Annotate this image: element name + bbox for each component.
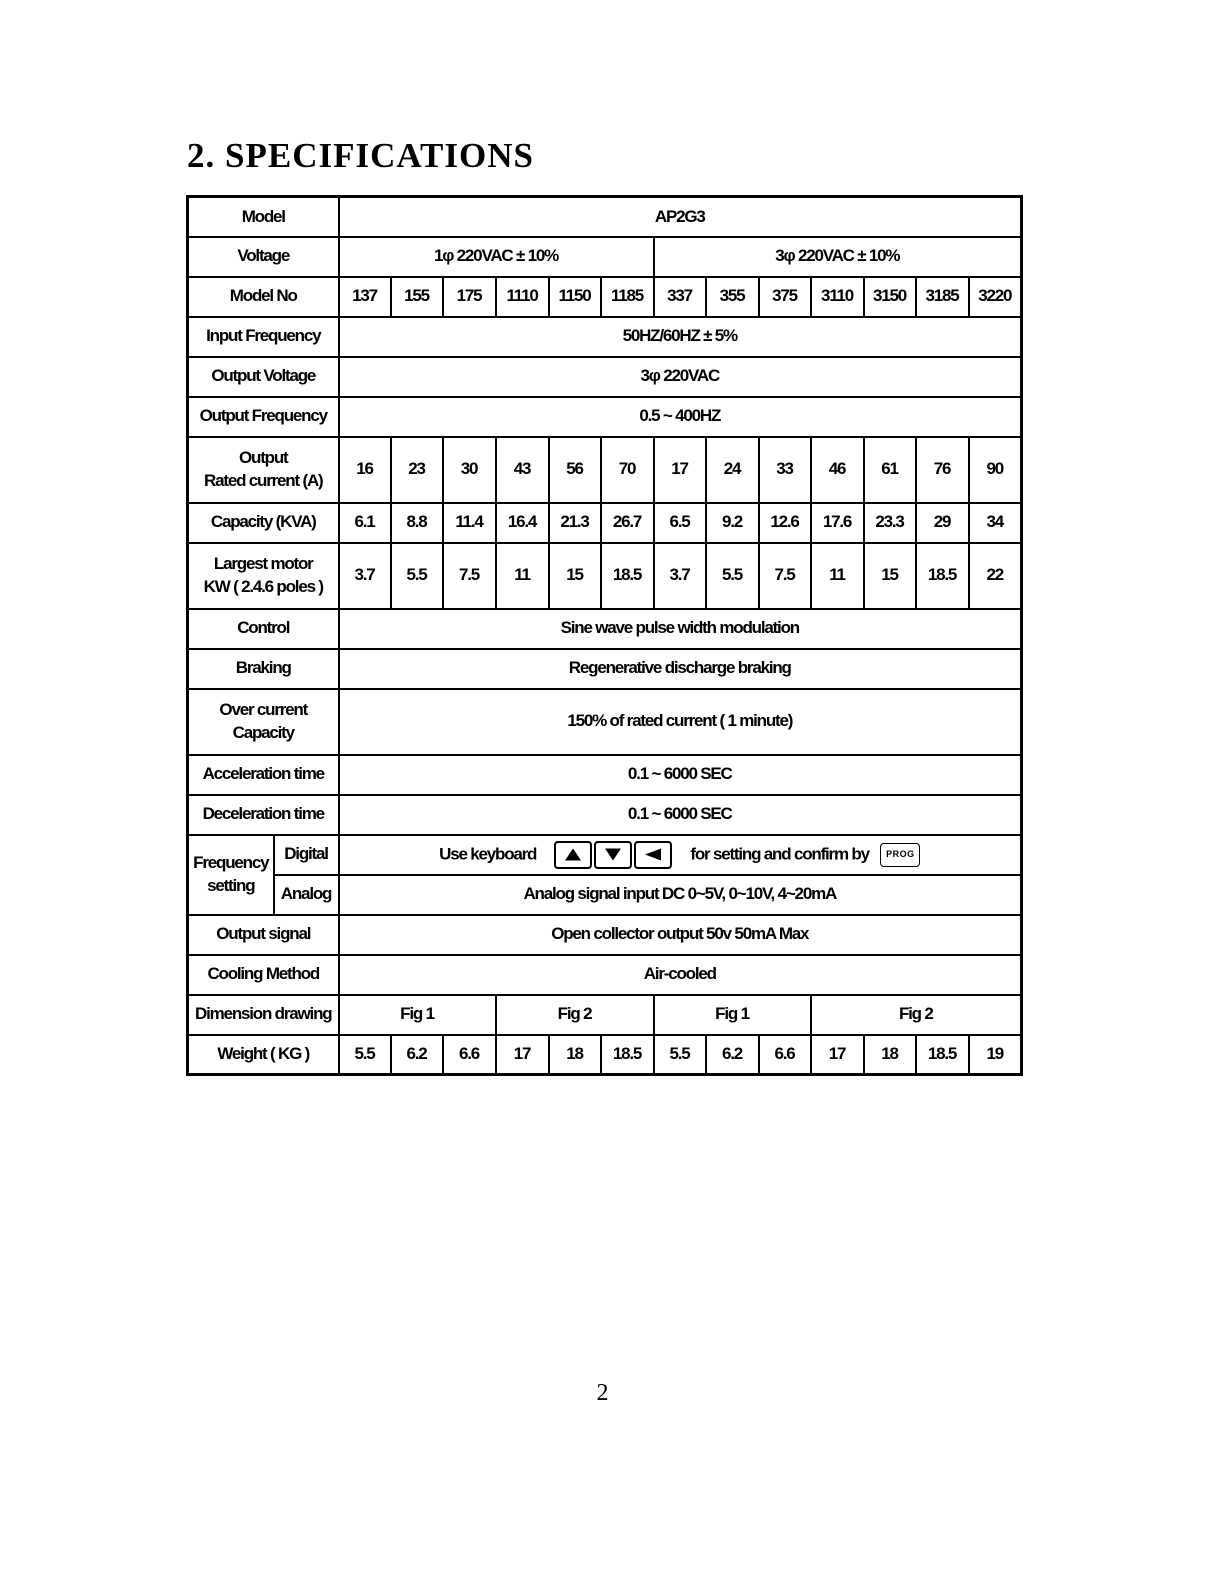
- deceleration-value: 0.1 ~ 6000 SEC: [339, 795, 1022, 835]
- model-no-cell: 1150: [549, 277, 601, 317]
- rated-current-cell: 56: [549, 437, 601, 503]
- control-label: Control: [188, 609, 339, 649]
- row-braking: [188, 649, 1022, 689]
- model-no-cell: 337: [654, 277, 706, 317]
- over-current-label-line1: Over current: [219, 700, 308, 720]
- rated-current-cell: 70: [601, 437, 654, 503]
- model-no-cell: 3110: [811, 277, 864, 317]
- rated-current-cell: 16: [339, 437, 391, 503]
- largest-motor-cell: 18.5: [916, 543, 969, 609]
- braking-value: Regenerative discharge braking: [339, 649, 1022, 689]
- rated-current-cell: 46: [811, 437, 864, 503]
- frequency-setting-label-line2: setting: [207, 875, 255, 895]
- largest-motor-cell: 15: [549, 543, 601, 609]
- row-output-frequency: [188, 397, 1022, 437]
- capacity-cell: 6.1: [339, 503, 391, 543]
- rated-current-cell: 43: [496, 437, 549, 503]
- digital-prefix: Use keyboard: [439, 843, 537, 863]
- cooling-label: Cooling Method: [188, 955, 339, 995]
- specifications-table: [186, 195, 1023, 1076]
- rated-current-cell: 33: [759, 437, 811, 503]
- weight-cell: 18: [549, 1035, 601, 1075]
- over-current-label: [188, 689, 339, 755]
- output-voltage-label: Output Voltage: [188, 357, 339, 397]
- largest-motor-cell: 18.5: [601, 543, 654, 609]
- weight-cell: 6.2: [391, 1035, 443, 1075]
- model-no-label: Model No: [188, 277, 339, 317]
- down-arrow-icon: [594, 841, 632, 869]
- largest-motor-label: [188, 543, 339, 609]
- output-frequency-label: Output Frequency: [188, 397, 339, 437]
- output-voltage-value: 3φ 220VAC: [339, 357, 1022, 397]
- row-voltage: [188, 237, 1022, 277]
- row-frequency-analog: [188, 875, 1022, 915]
- up-arrow-icon: [554, 841, 592, 869]
- rated-current-label-line1: Output: [239, 448, 288, 468]
- control-value: Sine wave pulse width modulation: [339, 609, 1022, 649]
- weight-cell: 19: [969, 1035, 1022, 1075]
- model-label: Model: [188, 197, 339, 237]
- frequency-setting-label-line1: Frequency: [193, 853, 269, 873]
- voltage-label: Voltage: [188, 237, 339, 277]
- model-no-cell: 3220: [969, 277, 1022, 317]
- voltage-three-phase: 3φ 220VAC ± 10%: [654, 237, 1022, 277]
- model-no-cell: 1110: [496, 277, 549, 317]
- output-signal-value: Open collector output 50v 50mA Max: [339, 915, 1022, 955]
- model-no-cell: 155: [391, 277, 443, 317]
- rated-current-cell: 76: [916, 437, 969, 503]
- capacity-cell: 21.3: [549, 503, 601, 543]
- rated-current-label-line2: Rated current (A): [204, 470, 323, 490]
- voltage-single-phase: 1φ 220VAC ± 10%: [339, 237, 654, 277]
- largest-motor-cell: 3.7: [339, 543, 391, 609]
- output-frequency-value: 0.5 ~ 400HZ: [339, 397, 1022, 437]
- page-title: 2. SPECIFICATIONS: [187, 136, 534, 175]
- row-largest-motor: [188, 543, 1022, 609]
- weight-cell: 5.5: [654, 1035, 706, 1075]
- largest-motor-cell: 7.5: [759, 543, 811, 609]
- model-no-cell: 355: [706, 277, 759, 317]
- rated-current-cell: 90: [969, 437, 1022, 503]
- digital-label: Digital: [274, 835, 339, 875]
- page-number: 2: [596, 1380, 609, 1406]
- capacity-label: Capacity (KVA): [188, 503, 339, 543]
- capacity-cell: 16.4: [496, 503, 549, 543]
- over-current-label-line2: Capacity: [232, 722, 294, 742]
- row-output-signal: [188, 915, 1022, 955]
- digital-suffix: for setting and confirm by: [690, 843, 869, 863]
- cooling-value: Air-cooled: [339, 955, 1022, 995]
- model-no-cell: 175: [443, 277, 496, 317]
- capacity-cell: 11.4: [443, 503, 496, 543]
- row-dimension: [188, 995, 1022, 1035]
- row-weight: [188, 1035, 1022, 1075]
- acceleration-value: 0.1 ~ 6000 SEC: [339, 755, 1022, 795]
- largest-motor-cell: 22: [969, 543, 1022, 609]
- input-frequency-value: 50HZ/60HZ ± 5%: [339, 317, 1022, 357]
- deceleration-label: Deceleration time: [188, 795, 339, 835]
- largest-motor-cell: 5.5: [391, 543, 443, 609]
- weight-label: Weight ( KG ): [188, 1035, 339, 1075]
- over-current-value: 150% of rated current ( 1 minute): [339, 689, 1022, 755]
- row-rated-current: [188, 437, 1022, 503]
- capacity-cell: 17.6: [811, 503, 864, 543]
- row-model-no: [188, 277, 1022, 317]
- dimension-cell: Fig 1: [339, 995, 496, 1035]
- rated-current-cell: 24: [706, 437, 759, 503]
- capacity-cell: 34: [969, 503, 1022, 543]
- capacity-cell: 9.2: [706, 503, 759, 543]
- output-signal-label: Output signal: [188, 915, 339, 955]
- weight-cell: 5.5: [339, 1035, 391, 1075]
- row-model: [188, 197, 1022, 237]
- analog-label: Analog: [274, 875, 339, 915]
- rated-current-label: [188, 437, 339, 503]
- capacity-cell: 26.7: [601, 503, 654, 543]
- row-input-frequency: [188, 317, 1022, 357]
- row-control: [188, 609, 1022, 649]
- frequency-setting-label: [188, 835, 274, 915]
- acceleration-label: Acceleration time: [188, 755, 339, 795]
- rated-current-cell: 61: [864, 437, 916, 503]
- digital-value: [339, 835, 1022, 875]
- rated-current-cell: 17: [654, 437, 706, 503]
- dimension-cell: Fig 2: [811, 995, 1022, 1035]
- row-cooling: [188, 955, 1022, 995]
- model-value: AP2G3: [339, 197, 1022, 237]
- rated-current-cell: 23: [391, 437, 443, 503]
- row-capacity: [188, 503, 1022, 543]
- weight-cell: 17: [496, 1035, 549, 1075]
- capacity-cell: 6.5: [654, 503, 706, 543]
- left-arrow-icon: [634, 841, 672, 869]
- largest-motor-cell: 15: [864, 543, 916, 609]
- model-no-cell: 1185: [601, 277, 654, 317]
- weight-cell: 17: [811, 1035, 864, 1075]
- model-no-cell: 137: [339, 277, 391, 317]
- dimension-label: Dimension drawing: [188, 995, 339, 1035]
- largest-motor-label-line1: Largest motor: [213, 554, 313, 574]
- row-acceleration: [188, 755, 1022, 795]
- weight-cell: 18: [864, 1035, 916, 1075]
- row-frequency-digital: [188, 835, 1022, 875]
- largest-motor-cell: 11: [496, 543, 549, 609]
- input-frequency-label: Input Frequency: [188, 317, 339, 357]
- largest-motor-cell: 5.5: [706, 543, 759, 609]
- capacity-cell: 29: [916, 503, 969, 543]
- dimension-cell: Fig 1: [654, 995, 811, 1035]
- dimension-cell: Fig 2: [496, 995, 654, 1035]
- largest-motor-cell: 3.7: [654, 543, 706, 609]
- model-no-cell: 3185: [916, 277, 969, 317]
- capacity-cell: 12.6: [759, 503, 811, 543]
- weight-cell: 18.5: [601, 1035, 654, 1075]
- model-no-cell: 375: [759, 277, 811, 317]
- weight-cell: 6.6: [443, 1035, 496, 1075]
- largest-motor-cell: 7.5: [443, 543, 496, 609]
- weight-cell: 18.5: [916, 1035, 969, 1075]
- largest-motor-cell: 11: [811, 543, 864, 609]
- row-deceleration: [188, 795, 1022, 835]
- largest-motor-label-line2: KW ( 2.4.6 poles ): [203, 576, 323, 596]
- row-over-current: [188, 689, 1022, 755]
- capacity-cell: 8.8: [391, 503, 443, 543]
- weight-cell: 6.6: [759, 1035, 811, 1075]
- analog-value: Analog signal input DC 0~5V, 0~10V, 4~20mA: [339, 875, 1022, 915]
- weight-cell: 6.2: [706, 1035, 759, 1075]
- braking-label: Braking: [188, 649, 339, 689]
- row-output-voltage: [188, 357, 1022, 397]
- prog-key-icon: PROG: [880, 843, 920, 867]
- model-no-cell: 3150: [864, 277, 916, 317]
- rated-current-cell: 30: [443, 437, 496, 503]
- capacity-cell: 23.3: [864, 503, 916, 543]
